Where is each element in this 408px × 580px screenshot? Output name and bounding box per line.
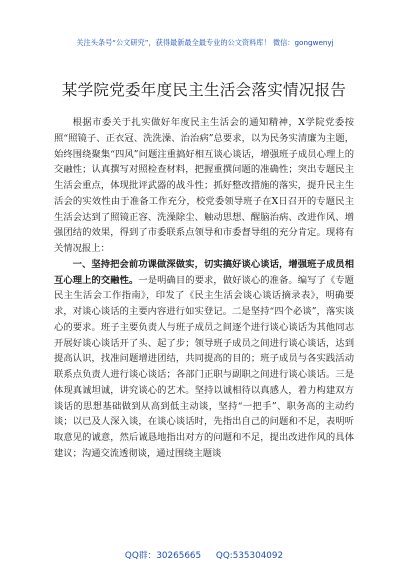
paragraph-intro: 根据市委关于扎实做好年度民主生活会的通知精神，X学院党委按照“照镜子、正衣冠、洗洗澡、治治病”总要求，以为民务实清廉为主题，始终围绕聚集“四风”问题注重搞好相互谈心谈话，增强班子成员心理上的交融性；认真撰写对照检查材料，把握重撰问题的准确性；突出专题民主生活会重点，体现批评武器的战斗性；抓好整改措施的落实，提升民主生活会的实效性由于准备工作充分，校党委领导班子在X日召开的专题民主生活会达到了照镜正容、洗澡除尘、触动思想、醒脑治病、改进作风、增强团结的效果，得到了市委联系点领导和市委督导组的充分肯定。现将有关情况报上： [54, 117, 354, 254]
footer-qq: QQ:535304092 [215, 551, 284, 561]
document-body [54, 115, 354, 462]
section-body: 一是明确目的要求，做好谈心的准备。编写了《专题民主生活会工作指南》，印发了《民主生活会谈心谈话摘录表》，明确要求，对谈心谈话的主要内容进行如实登记。二是坚持“四个必谈”，落实谈心的要求。班子主要负责人与班子成员之间逐个进行谈心谈话为其他同志开展好谈心谈话开了头、起了步；领导班子成员之间进行谈心谈话，达到提高认识，找准问题增进团结，共同提高的目的；班子成员与各实践活动联系点负责人进行谈心谈话；各部门正职与副职之间进行谈心谈话。三是体现真诚坦诚，讲究谈心的艺术。坚持以诚相待以真感人，着力构建双方谈话的思想基础做到从高到低主动谈，坚持“一把手”、职务高的主动约谈；以已及人深入谈，在谈心谈话时，先指出自己的问题和不足，表明听取意见的诚意，然后诚恳地指出对方的问题和不足，提出改进作风的具体建议；沟通交流透彻谈，通过围绕主题谈 [54, 274, 354, 459]
section-heading: 一、坚持把会前功课做深做实，切实搞好谈心谈话，增强班子成员相互心理上的交融性。 [54, 258, 354, 286]
footer-qq-group: QQ群：30265665 [124, 551, 202, 561]
footer [0, 548, 408, 561]
paragraph-section-1 [54, 257, 354, 462]
header-banner: 关注头条号“公文研究”，获得最新最全最专业的公文资料库！ 微信：gongwenyj [76, 38, 334, 47]
page-title: 某学院党委年度民主生活会落实情况报告 [61, 81, 347, 99]
